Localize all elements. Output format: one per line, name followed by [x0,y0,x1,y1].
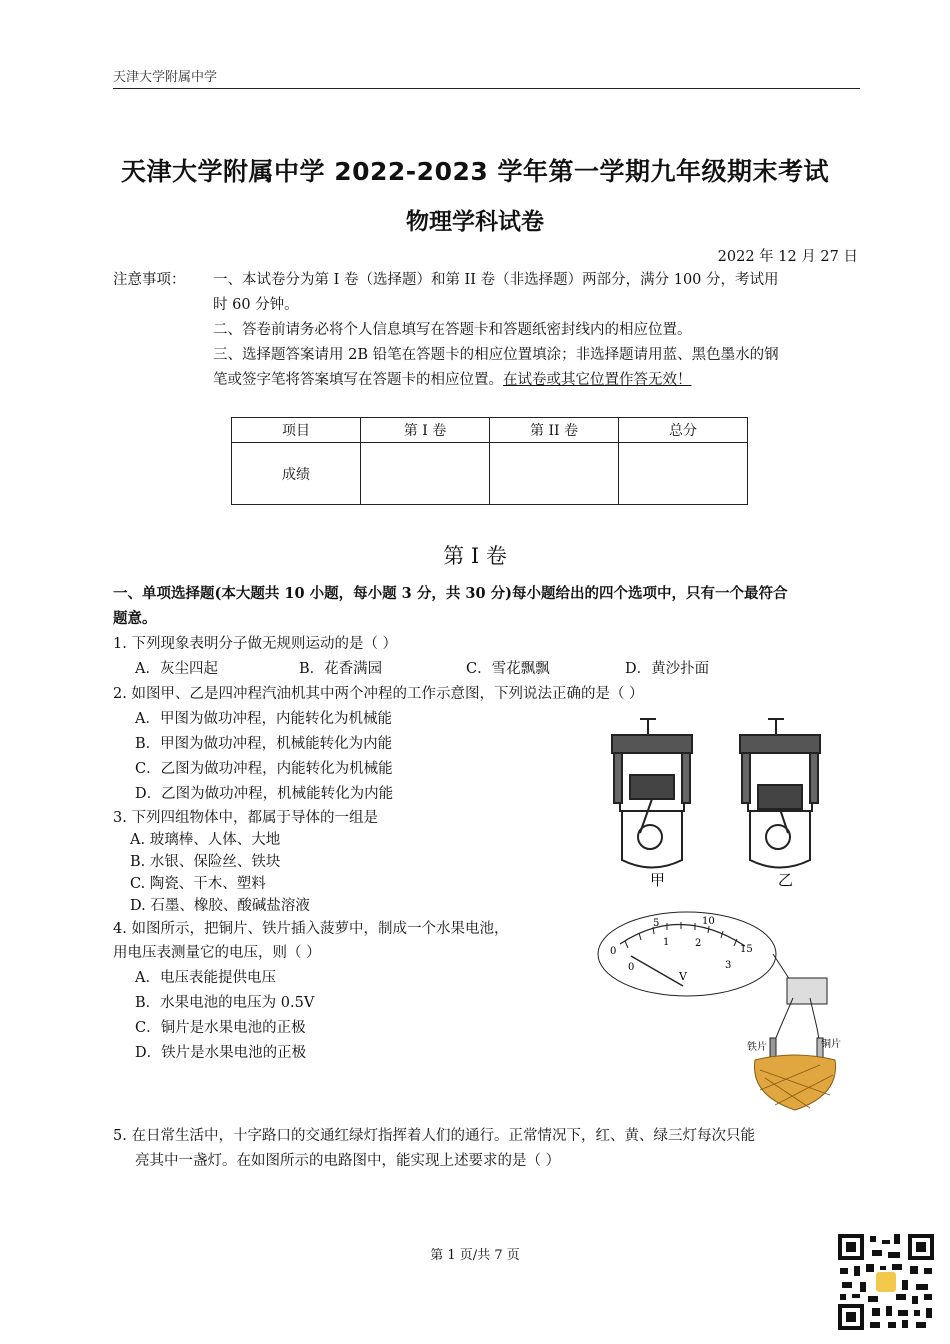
q3-option-c: C. 陶瓷、干木、塑料 [130,876,266,892]
score-cell-part2 [490,443,619,505]
score-table [231,417,748,505]
fruit-battery-figure [595,910,860,1115]
meter-top-10: 10 [702,916,715,927]
score-cell-total [619,443,748,505]
meter-top-15: 15 [740,944,753,955]
exam-date: 2022 年 12 月 27 日 [717,249,858,265]
section-title: 第 I 卷 [443,544,507,568]
section-instruction-2: 题意。 [113,610,157,627]
score-header-total: 总分 [619,418,748,443]
iron-label: 铁片 [747,1042,767,1053]
engine-diagram-a [612,719,692,868]
note-2: 二、答卷前请务必将个人信息填写在答题卡和答题纸密封线内的相应位置。 [213,322,692,338]
q4-option-c: C．铜片是水果电池的正极 [135,1020,306,1036]
note-3b: 笔或签字笔将答案填写在答题卡的相应位置。 [213,372,503,388]
voltmeter-body [787,978,827,1004]
score-header-part1: 第 I 卷 [361,418,490,443]
running-header: 天津大学附属中学 [113,70,218,85]
q5-stem-1: 5. 在日常生活中，十字路口的交通红绿灯指挥着人们的通行。正常情况下，红、黄、绿三灯每次只能 [113,1128,755,1144]
q3-option-b: B. 水银、保险丝、铁块 [130,854,281,870]
exam-title: 天津大学附属中学 2022-2023 学年第一学期九年级期末考试 [121,157,829,186]
meter-needle [631,956,683,986]
q4-stem-2: 用电压表测量它的电压，则（ ） [113,945,321,961]
q4-stem-1: 4. 如图所示，把铜片、铁片插入菠萝中，制成一个水果电池， [113,921,509,937]
q2-option-a: A．甲图为做功冲程，内能转化为机械能 [135,711,392,727]
meter-unit: V [679,970,687,983]
qr-code-icon [836,1232,936,1332]
note-1b: 时 60 分钟。 [213,297,299,313]
meter-bottom-0: 0 [628,962,635,973]
meter-bottom-3: 3 [725,960,732,971]
meter-bottom-1: 1 [663,937,670,948]
q1-option-a: A．灰尘四起 [135,661,218,677]
callout-line [773,954,790,980]
exam-subtitle: 物理学科试卷 [406,209,544,235]
q4-option-a: A．电压表能提供电压 [135,970,276,986]
meter-top-0: 0 [610,946,617,957]
score-cell-part1 [361,443,490,505]
q2-option-c: C．乙图为做功冲程，内能转化为机械能 [135,761,393,777]
q1-option-d: D．黄沙扑面 [625,661,710,677]
note-3-warning: 在试卷或其它位置作答无效！ [503,372,692,388]
note-3a: 三、选择题答案请用 2B 铅笔在答题卡的相应位置填涂；非选择题请用蓝、黑色墨水的钢 [213,347,779,363]
meter-top-5: 5 [653,918,660,929]
q2-option-b: B．甲图为做功冲程，机械能转化为内能 [135,736,393,752]
q1-option-c: C．雪花飘飘 [466,661,550,677]
score-header-item: 项目 [232,418,361,443]
q1-option-b: B．花香满园 [299,661,383,677]
fig-label-a: 甲 [650,871,666,889]
q5-stem-2: 亮其中一盏灯。在如图所示的电路图中，能实现上述要求的是（ ） [135,1153,561,1169]
engine-diagram-b [740,719,820,868]
score-row-label: 成绩 [232,443,361,505]
q3-option-d: D. 石墨、橡胶、酸碱盐溶液 [130,898,310,914]
q3-stem: 3. 下列四组物体中，都属于导体的一组是 [113,810,378,826]
q2-stem: 2. 如图甲、乙是四冲程汽油机其中两个冲程的工作示意图，下列说法正确的是（ ） [113,686,644,702]
score-header-part2: 第 II 卷 [490,418,619,443]
header-rule [113,88,860,89]
note-1a: 一、本试卷分为第 I 卷（选择题）和第 II 卷（非选择题）两部分，满分 100 分，考试用 [213,272,779,288]
notes-label: 注意事项： [113,272,186,288]
fig-label-b: 乙 [778,871,794,889]
q2-option-d: D．乙图为做功冲程，机械能转化为内能 [135,786,394,802]
q3-option-a: A. 玻璃棒、人体、大地 [130,832,281,848]
note-3 [213,368,692,392]
meter-ticks [625,922,737,948]
q4-option-d: D．铁片是水果电池的正极 [135,1045,307,1061]
engine-figure [600,715,830,895]
copper-label: 铜片 [821,1039,841,1050]
section-instruction-1: 一、单项选择题(本大题共 10 小题，每小题 3 分，共 30 分)每小题给出的四个选项中，只有一个最符合 [113,585,788,602]
meter-scale-arc [620,924,745,946]
q1-stem: 1. 下列现象表明分子做无规则运动的是（ ） [113,636,398,652]
meter-wires [773,998,820,1045]
page-number: 第 1 页/共 7 页 [430,1248,520,1263]
q4-option-b: B．水果电池的电压为 0.5V [135,995,315,1011]
meter-bottom-2: 2 [695,938,702,949]
